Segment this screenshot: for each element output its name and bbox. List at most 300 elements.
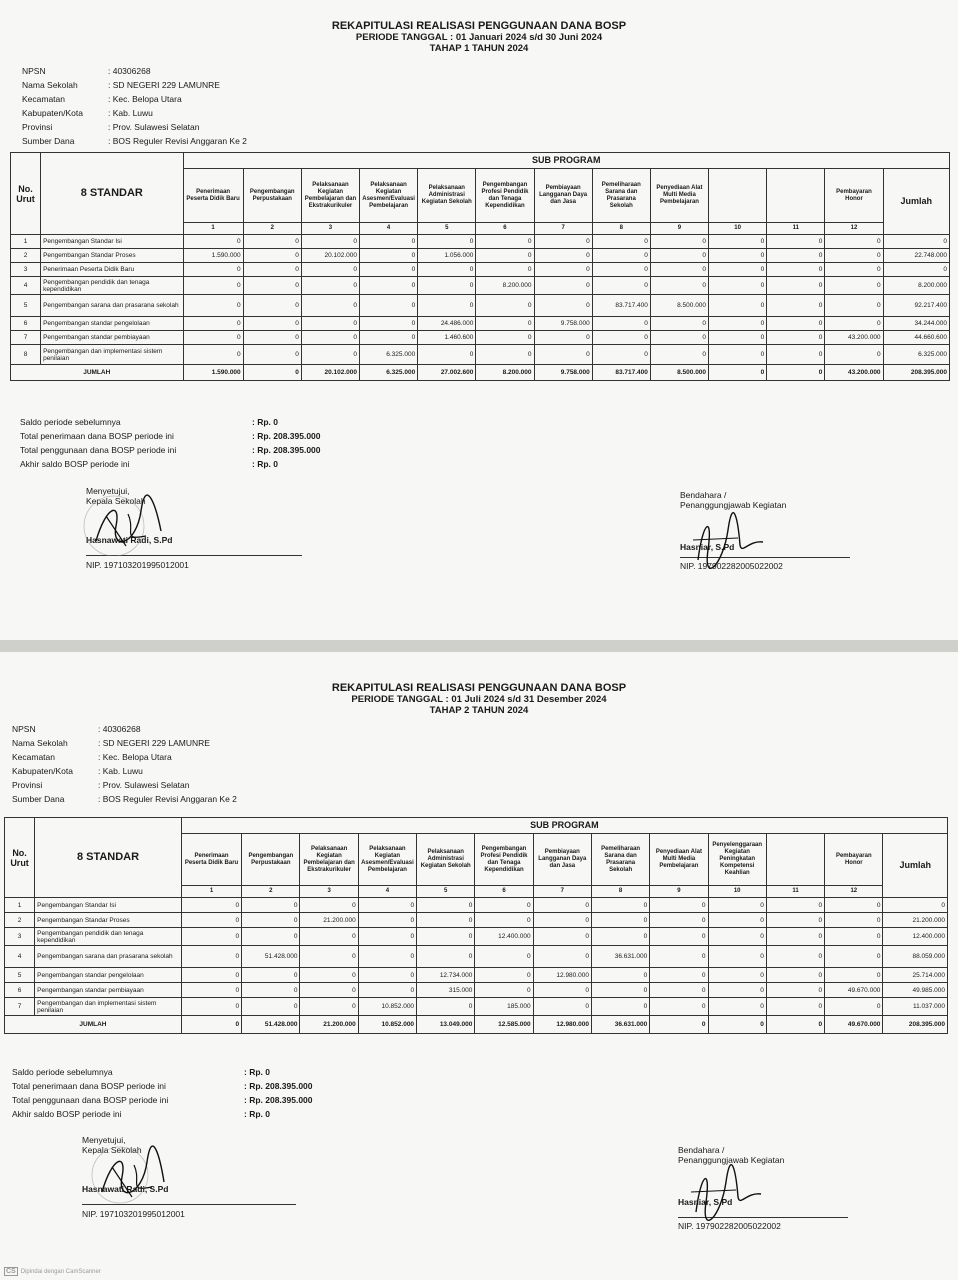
summary-row (12, 1093, 313, 1107)
cell-value: 0 (476, 317, 534, 331)
summary-label: Total penggunaan dana BOSP periode ini (12, 1095, 169, 1105)
cell-value: 0 (360, 295, 418, 317)
cell-value: 0 (650, 928, 708, 946)
cell-value: 0 (825, 263, 883, 277)
table-row (11, 331, 950, 345)
cell-value: 0 (181, 913, 241, 928)
cell-value: 0 (475, 968, 533, 983)
cell-value: 0 (358, 983, 416, 998)
total-value: 9.758.000 (534, 365, 592, 381)
cell-value: 0 (766, 898, 824, 913)
col-header: Pelaksanaan Administrasi Kegiatan Sekolah (418, 169, 476, 223)
total-value: 0 (708, 1016, 766, 1034)
cell-value: 0 (650, 345, 708, 365)
cell-value: 0 (650, 235, 708, 249)
sign-left-nip: NIP. 197103201995012001 (82, 1209, 185, 1219)
report-title: REKAPITULASI REALISASI PENGGUNAAN DANA BOSP (331, 682, 627, 694)
cell-value: 0 (591, 928, 649, 946)
cell-value: 36.631.000 (591, 946, 649, 968)
row-number: 6 (11, 317, 41, 331)
cell-value: 43.200.000 (825, 331, 883, 345)
row-label: Pengembangan sarana dan prasarana sekolah (41, 295, 183, 317)
col-header: Penerimaan Peserta Didik Baru (181, 834, 241, 886)
cell-value: 0 (360, 331, 418, 345)
cell-value: 0 (301, 235, 359, 249)
cell-value: 0 (533, 898, 591, 913)
cell-value: 20.102.000 (301, 249, 359, 263)
cell-value: 0 (534, 277, 592, 295)
report-sheet-2 (0, 652, 958, 1280)
info-label: Kabupaten/Kota (12, 766, 73, 776)
cell-value: 0 (301, 295, 359, 317)
info-row (22, 92, 247, 106)
col-header (766, 834, 824, 886)
col-header: Pelaksanaan Kegiatan Pembelajaran dan Ekstrakurikuler (301, 169, 359, 223)
sign-right-line1: Bendahara / (680, 490, 727, 500)
total-value: 8.500.000 (650, 365, 708, 381)
cell-value: 0 (358, 968, 416, 983)
sign-left-line1: Menyetujui, (82, 1135, 126, 1145)
cell-value: 0 (825, 998, 883, 1016)
cell-value: 0 (708, 998, 766, 1016)
summary-row (12, 1107, 313, 1121)
cell-value: 0 (534, 295, 592, 317)
cell-value: 0 (766, 913, 824, 928)
cell-value: 0 (592, 331, 650, 345)
cell-value: 0 (243, 277, 301, 295)
cell-value: 0 (825, 928, 883, 946)
budget-table (10, 152, 950, 381)
row-label: Pengembangan standar pembiayaan (35, 983, 182, 998)
col-header: Pemeliharaan Sarana dan Prasarana Sekolah (592, 169, 650, 223)
col-number: 6 (476, 223, 534, 235)
col-header-no: No. Urut (11, 153, 41, 235)
info-row (12, 750, 237, 764)
info-row (12, 792, 237, 806)
table-row (5, 983, 948, 998)
cell-value: 0 (301, 277, 359, 295)
total-value: 12.585.000 (475, 1016, 533, 1034)
report-stage: TAHAP 1 TAHUN 2024 (429, 43, 529, 54)
row-label: Pengembangan pendidik dan tenaga kependidikan (41, 277, 183, 295)
col-number: 3 (300, 886, 358, 898)
info-value: : 40306268 (108, 66, 151, 76)
row-number: 7 (11, 331, 41, 345)
cell-value: 0 (708, 983, 766, 998)
cell-value: 0 (766, 998, 824, 1016)
sign-right-line2: Penanggungjawab Kegiatan (680, 500, 787, 510)
cell-value: 0 (418, 277, 476, 295)
cell-value: 0 (650, 249, 708, 263)
info-row (22, 78, 247, 92)
cell-value: 0 (417, 998, 475, 1016)
cell-value: 0 (766, 983, 824, 998)
school-info (22, 64, 247, 148)
row-total: 8.200.000 (883, 277, 949, 295)
col-header-no: No. Urut (5, 818, 35, 898)
cell-value: 0 (709, 317, 767, 331)
cell-value: 0 (650, 898, 708, 913)
info-value: : BOS Reguler Revisi Anggaran Ke 2 (108, 136, 247, 146)
summary-block (20, 415, 321, 471)
total-value: 0 (650, 1016, 708, 1034)
row-number: 1 (5, 898, 35, 913)
col-header: Penyediaan Alat Multi Media Pembelajaran (650, 169, 708, 223)
cell-value: 0 (242, 998, 300, 1016)
cell-value: 0 (301, 331, 359, 345)
cell-value: 0 (592, 317, 650, 331)
sign-left-name: Hasnawati Radi, S.Pd (86, 535, 173, 545)
table-row (11, 345, 950, 365)
cell-value: 0 (360, 317, 418, 331)
col-header: Pengembangan Perpustakaan (242, 834, 300, 886)
cell-value: 8.200.000 (476, 277, 534, 295)
cell-value: 0 (417, 898, 475, 913)
row-label: Pengembangan dan implementasi sistem penilaian (35, 998, 182, 1016)
sign-left-name: Hasnawati Radi, S.Pd (82, 1184, 169, 1194)
col-header: Pelaksanaan Kegiatan Asesmen/Evaluasi Pembelajaran (360, 169, 418, 223)
cell-value: 0 (825, 968, 883, 983)
cell-value: 0 (243, 317, 301, 331)
cell-value: 0 (300, 998, 358, 1016)
col-header: Penyediaan Alat Multi Media Pembelajaran (650, 834, 708, 886)
sign-right-line1: Bendahara / (678, 1145, 725, 1155)
info-value: : Kec. Belopa Utara (98, 752, 172, 762)
cell-value: 0 (181, 998, 241, 1016)
cell-value: 49.670.000 (825, 983, 883, 998)
row-total: 6.325.000 (883, 345, 949, 365)
info-row (12, 764, 237, 778)
cell-value: 0 (358, 898, 416, 913)
summary-row (12, 1065, 313, 1079)
info-label: Kabupaten/Kota (22, 108, 83, 118)
summary-value: : Rp. 0 (244, 1067, 270, 1077)
summary-row (20, 415, 321, 429)
cell-value: 12.980.000 (533, 968, 591, 983)
col-header: Pembayaran Honor (825, 834, 883, 886)
col-number: 2 (242, 886, 300, 898)
col-header: Pembiayaan Langganan Daya dan Jasa (534, 169, 592, 223)
col-number: 5 (418, 223, 476, 235)
cell-value: 0 (181, 946, 241, 968)
total-value: 13.049.000 (417, 1016, 475, 1034)
row-label: Pengembangan standar pengelolaan (35, 968, 182, 983)
table-row (5, 946, 948, 968)
cell-value: 0 (242, 983, 300, 998)
col-header: Penerimaan Peserta Didik Baru (183, 169, 243, 223)
cell-value: 0 (533, 928, 591, 946)
cell-value: 0 (592, 277, 650, 295)
row-number: 5 (5, 968, 35, 983)
row-number: 4 (11, 277, 41, 295)
grand-total: 208.395.000 (883, 1016, 948, 1034)
cell-value: 0 (766, 928, 824, 946)
row-total: 49.985.000 (883, 983, 948, 998)
info-value: : BOS Reguler Revisi Anggaran Ke 2 (98, 794, 237, 804)
signature-scribble-left (72, 1137, 172, 1207)
cell-value: 0 (825, 277, 883, 295)
cell-value: 83.717.400 (592, 295, 650, 317)
cell-value: 0 (300, 898, 358, 913)
row-number: 2 (5, 913, 35, 928)
info-label: NPSN (12, 724, 36, 734)
sign-right-nip: NIP. 197902282005022002 (680, 561, 783, 571)
row-number: 6 (5, 983, 35, 998)
cell-value: 0 (709, 345, 767, 365)
col-header-standar: 8 STANDAR (41, 153, 183, 235)
cell-value: 0 (475, 898, 533, 913)
sign-right-nip: NIP. 197902282005022002 (678, 1221, 781, 1231)
cell-value: 1.590.000 (183, 249, 243, 263)
info-row (12, 722, 237, 736)
col-number: 5 (417, 886, 475, 898)
row-label: Pengembangan standar pengelolaan (41, 317, 183, 331)
sign-right-line2: Penanggungjawab Kegiatan (678, 1155, 785, 1165)
summary-label: Akhir saldo BOSP periode ini (20, 459, 130, 469)
total-value: 1.590.000 (183, 365, 243, 381)
col-header-jumlah: Jumlah (883, 834, 948, 898)
row-number: 3 (11, 263, 41, 277)
row-label: Pengembangan pendidik dan tenaga kependidikan (35, 928, 182, 946)
info-label: NPSN (22, 66, 46, 76)
cell-value: 0 (476, 235, 534, 249)
page-divider (0, 640, 958, 652)
cell-value: 0 (183, 331, 243, 345)
sign-left-line1: Menyetujui, (86, 486, 130, 496)
cell-value: 0 (476, 263, 534, 277)
cell-value: 0 (242, 928, 300, 946)
cell-value: 0 (767, 235, 825, 249)
cell-value: 0 (243, 345, 301, 365)
row-total: 11.037.000 (883, 998, 948, 1016)
cell-value: 0 (476, 345, 534, 365)
cell-value: 0 (183, 235, 243, 249)
col-number: 6 (475, 886, 533, 898)
col-header: Pelaksanaan Kegiatan Asesmen/Evaluasi Pembelajaran (358, 834, 416, 886)
summary-label: Saldo periode sebelumnya (12, 1067, 113, 1077)
cell-value: 0 (301, 263, 359, 277)
summary-row (20, 457, 321, 471)
total-value: 8.200.000 (476, 365, 534, 381)
cell-value: 0 (533, 998, 591, 1016)
cell-value: 0 (650, 946, 708, 968)
cell-value: 0 (825, 317, 883, 331)
row-label: Penerimaan Peserta Didik Baru (41, 263, 183, 277)
cell-value: 0 (767, 295, 825, 317)
summary-value: : Rp. 0 (252, 459, 278, 469)
row-label: Pengembangan Standar Isi (35, 898, 182, 913)
cell-value: 12.400.000 (475, 928, 533, 946)
cell-value: 0 (417, 946, 475, 968)
info-row (22, 106, 247, 120)
cell-value: 0 (709, 295, 767, 317)
cell-value: 8.500.000 (650, 295, 708, 317)
col-header (709, 169, 767, 223)
sign-left-line2: Kepala Sekolah (86, 496, 146, 506)
cell-value: 0 (650, 998, 708, 1016)
row-label: Pengembangan standar pembiayaan (41, 331, 183, 345)
info-label: Kecamatan (12, 752, 55, 762)
row-total: 0 (883, 263, 949, 277)
cell-value: 0 (709, 249, 767, 263)
cell-value: 0 (650, 983, 708, 998)
cell-value: 0 (418, 235, 476, 249)
cell-value: 0 (300, 968, 358, 983)
row-total: 44.660.600 (883, 331, 949, 345)
col-header: Pengembangan Perpustakaan (243, 169, 301, 223)
cell-value: 0 (360, 277, 418, 295)
cell-value: 0 (358, 946, 416, 968)
cell-value: 0 (418, 263, 476, 277)
cell-value: 0 (591, 913, 649, 928)
cell-value: 0 (417, 913, 475, 928)
col-number: 10 (708, 886, 766, 898)
info-label: Nama Sekolah (12, 738, 68, 748)
row-label: Pengembangan Standar Proses (41, 249, 183, 263)
summary-label: Saldo periode sebelumnya (20, 417, 121, 427)
cell-value: 0 (183, 263, 243, 277)
cell-value: 0 (533, 913, 591, 928)
info-value: : Prov. Sulawesi Selatan (108, 122, 200, 132)
col-number: 11 (766, 886, 824, 898)
cell-value: 0 (708, 913, 766, 928)
report-title-block (0, 682, 958, 716)
grand-total: 208.395.000 (883, 365, 949, 381)
cell-value: 0 (534, 345, 592, 365)
summary-label: Total penerimaan dana BOSP periode ini (20, 431, 174, 441)
cell-value: 0 (825, 295, 883, 317)
row-number: 7 (5, 998, 35, 1016)
info-value: : 40306268 (98, 724, 141, 734)
sign-left-nip: NIP. 197103201995012001 (86, 560, 189, 570)
cell-value: 0 (767, 345, 825, 365)
cell-value: 0 (475, 983, 533, 998)
cell-value: 0 (183, 345, 243, 365)
col-header: Pemeliharaan Sarana dan Prasarana Sekolah (591, 834, 649, 886)
cell-value: 0 (766, 968, 824, 983)
col-number: 12 (825, 223, 883, 235)
row-total: 22.748.000 (883, 249, 949, 263)
col-header: Pembiayaan Langganan Daya dan Jasa (533, 834, 591, 886)
cell-value: 0 (418, 295, 476, 317)
info-row (22, 120, 247, 134)
school-info (12, 722, 237, 806)
cell-value: 0 (181, 983, 241, 998)
cell-value: 0 (358, 913, 416, 928)
cell-value: 0 (767, 249, 825, 263)
cell-value: 0 (825, 898, 883, 913)
col-number: 12 (825, 886, 883, 898)
row-number: 8 (11, 345, 41, 365)
info-label: Kecamatan (22, 94, 65, 104)
info-value: : Prov. Sulawesi Selatan (98, 780, 190, 790)
info-row (12, 736, 237, 750)
cell-value: 0 (825, 345, 883, 365)
cell-value: 0 (592, 263, 650, 277)
cell-value: 0 (301, 345, 359, 365)
cell-value: 0 (825, 235, 883, 249)
col-header-sub-program: SUB PROGRAM (181, 818, 947, 834)
report-stage: TAHAP 2 TAHUN 2024 (429, 705, 529, 716)
cell-value: 0 (476, 331, 534, 345)
cell-value: 0 (709, 277, 767, 295)
col-number: 2 (243, 223, 301, 235)
col-number: 3 (301, 223, 359, 235)
row-label: Pengembangan sarana dan prasarana sekolah (35, 946, 182, 968)
total-value: 83.717.400 (592, 365, 650, 381)
cell-value: 0 (183, 277, 243, 295)
cell-value: 0 (358, 928, 416, 946)
cell-value: 0 (183, 295, 243, 317)
col-number: 7 (534, 223, 592, 235)
table-header-row (5, 818, 948, 834)
table-row (11, 277, 950, 295)
cell-value: 0 (300, 983, 358, 998)
summary-row (20, 443, 321, 457)
cell-value: 0 (242, 968, 300, 983)
summary-value: : Rp. 208.395.000 (244, 1095, 313, 1105)
row-number: 5 (11, 295, 41, 317)
info-value: : Kab. Luwu (108, 108, 153, 118)
cell-value: 0 (709, 235, 767, 249)
col-number: 4 (360, 223, 418, 235)
cell-value: 10.852.000 (358, 998, 416, 1016)
info-label: Provinsi (22, 122, 53, 132)
sign-right-name: Hasniar, S.Pd (678, 1197, 733, 1207)
col-number: 8 (592, 223, 650, 235)
cell-value: 0 (181, 898, 241, 913)
info-value: : SD NEGERI 229 LAMUNRE (98, 738, 210, 748)
scanner-text: Dipindai dengan CamScanner (20, 1268, 101, 1275)
col-number: 10 (709, 223, 767, 235)
cell-value: 0 (708, 968, 766, 983)
cell-value: 0 (243, 331, 301, 345)
col-number: 1 (183, 223, 243, 235)
cell-value: 0 (418, 345, 476, 365)
cell-value: 0 (181, 928, 241, 946)
table-row (5, 898, 948, 913)
col-number: 4 (358, 886, 416, 898)
cell-value: 0 (243, 249, 301, 263)
summary-label: Total penerimaan dana BOSP periode ini (12, 1081, 166, 1091)
cell-value: 0 (708, 928, 766, 946)
row-total: 34.244.000 (883, 317, 949, 331)
total-value: 21.200.000 (300, 1016, 358, 1034)
cell-value: 0 (417, 928, 475, 946)
summary-value: : Rp. 0 (252, 417, 278, 427)
row-label: Pengembangan Standar Proses (35, 913, 182, 928)
cell-value: 1.460.600 (418, 331, 476, 345)
table-row (11, 295, 950, 317)
total-value: 10.852.000 (358, 1016, 416, 1034)
col-number: 1 (181, 886, 241, 898)
row-number: 2 (11, 249, 41, 263)
table-row (5, 998, 948, 1016)
row-number: 1 (11, 235, 41, 249)
summary-value: : Rp. 0 (244, 1109, 270, 1119)
row-total: 0 (883, 898, 948, 913)
info-value: : Kab. Luwu (98, 766, 143, 776)
scanner-logo: CS (6, 1268, 16, 1275)
cell-value: 0 (475, 913, 533, 928)
info-value: : Kec. Belopa Utara (108, 94, 182, 104)
table-row (5, 968, 948, 983)
col-number: 7 (533, 886, 591, 898)
total-value: 49.670.000 (825, 1016, 883, 1034)
cell-value: 0 (709, 263, 767, 277)
summary-row (12, 1079, 313, 1093)
cell-value: 0 (650, 317, 708, 331)
